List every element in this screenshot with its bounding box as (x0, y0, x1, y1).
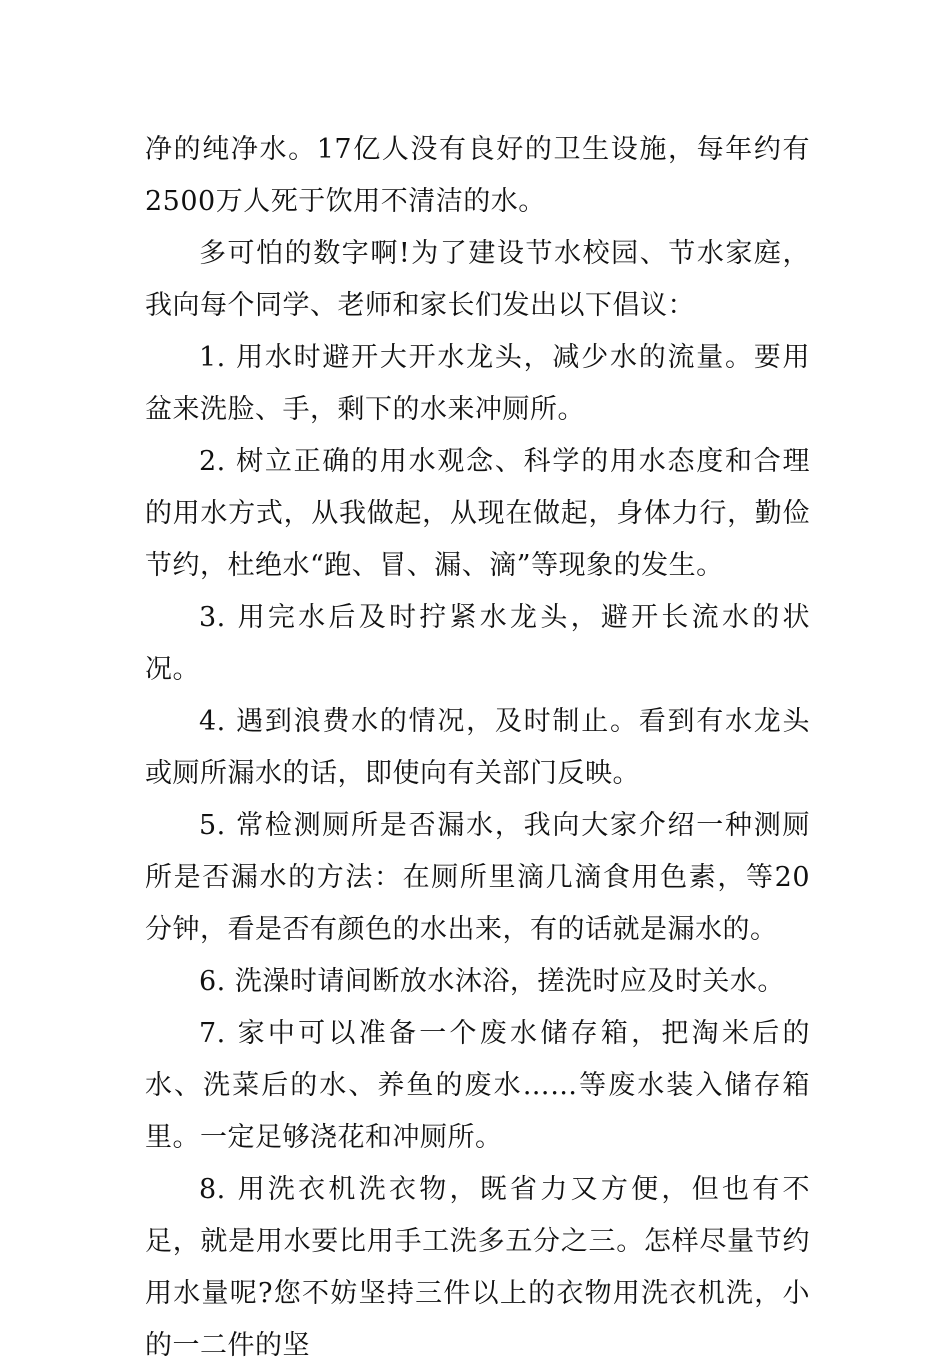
proposal-item-8: 8. 用洗衣机洗衣物，既省力又方便，但也有不足，就是用水要比用手工洗多五分之三。怎样尽量节约用水量呢?您不妨坚持三件以上的衣物用洗衣机洗，小的一二件的坚 (145, 1174, 810, 1361)
proposal-item-3: 3. 用完水后及时拧紧水龙头，避开长流水的状况。 (145, 602, 810, 685)
paragraph-continuation: 净的纯净水。17亿人没有良好的卫生设施，每年约有2500万人死于饮用不清洁的水。 (145, 134, 810, 217)
proposal-item-5: 5. 常检测厕所是否漏水，我向大家介绍一种测厕所是否漏水的方法：在厕所里滴几滴食用色素，等20分钟，看是否有颜色的水出来，有的话就是漏水的。 (145, 810, 810, 945)
proposal-item-2: 2. 树立正确的用水观念、科学的用水态度和合理的用水方式，从我做起，从现在做起，身体力行，勤俭节约，杜绝水“跑、冒、漏、滴”等现象的发生。 (145, 446, 810, 581)
proposal-item-4: 4. 遇到浪费水的情况，及时制止。看到有水龙头或厕所漏水的话，即使向有关部门反映。 (145, 706, 810, 789)
proposal-item-7: 7. 家中可以准备一个废水储存箱，把淘米后的水、洗菜后的水、养鱼的废水……等废水装入储存箱里。一定足够浇花和冲厕所。 (145, 1018, 810, 1153)
proposal-item-6: 6. 洗澡时请间断放水沐浴，搓洗时应及时关水。 (199, 966, 785, 997)
proposal-item-1: 1. 用水时避开大开水龙头，减少水的流量。要用盆来洗脸、手，剩下的水来冲厕所。 (145, 342, 810, 425)
paragraph-intro: 多可怕的数字啊!为了建设节水校园、节水家庭，我向每个同学、老师和家长们发出以下倡议： (145, 238, 810, 321)
document-body (145, 124, 810, 1372)
